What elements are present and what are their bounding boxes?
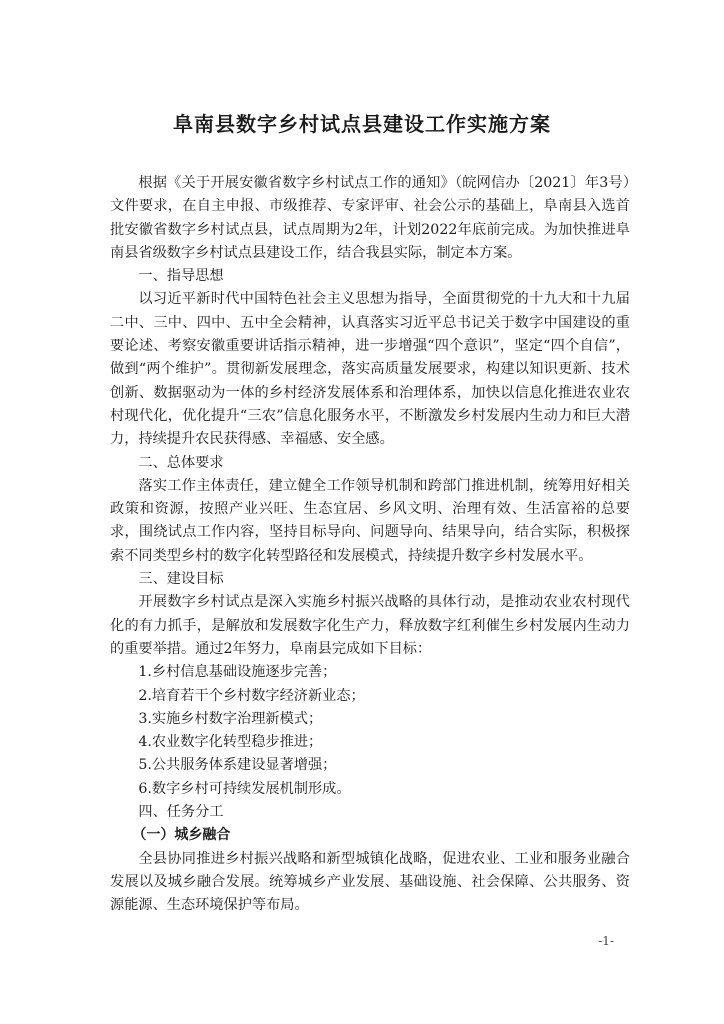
goal-list-item: 5.公共服务体系建设显著增强； [138,757,337,774]
section-heading-general-requirements: 二、总体要求 [138,454,224,471]
construction-goals-paragraph: 开展数字乡村试点是深入实施乡村振兴战略的具体行动，是推动农业农村现代化的有力抓手，是解放和发展数字化生产力，释放数字红利催生乡村发展内生动力的重要举措。通过2年努力，阜南县完成如下目标： [110,594,630,657]
goal-list-item: 3.实施乡村数字治理新模式； [138,710,323,727]
guiding-ideology-paragraph: 以习近平新时代中国特色社会主义思想为指导，全面贯彻党的十九大和十九届二中、三中、四中、五中全会精神，认真落实习近平总书记关于数字中国建设的重要论述、考察安徽重要讲话指示精神，进一步增强“四个意识”，坚定“四个自信”，做到“两个维护”。贯彻新发展理念，落实高质量发展要求，构建以知识更新、技术创新、数据驱动为一体的乡村经济发展体系和治理体系，加快以信息化推进农业农村现代化，优化提升“三农”信息化服务水平，不断激发乡村发展内生动力和巨大潜力，持续提升农民获得感、幸福感、安全感。 [110,291,630,448]
goal-list-item: 4.农业数字化转型稳步推进； [138,734,323,751]
document-body [110,172,630,918]
section-heading-task-division: 四、任务分工 [138,804,224,821]
intro-paragraph: 根据《关于开展安徽省数字乡村试点工作的通知》（皖网信办〔2021〕年3号）文件要求，在自主申报、市级推荐、专家评审、社会公示的基础上，阜南县入选首批安徽省数字乡村试点县，试点周期为2年，计划2022年底前完成。为加快推进阜南县省级数字乡村试点县建设工作，结合我县实际，制定本方案。 [110,175,630,261]
section-heading-guiding-ideology: 一、指导思想 [138,268,224,285]
sub-heading-urban-rural-integration: （一）城乡融合 [132,827,231,844]
urban-rural-integration-paragraph: 全县协同推进乡村振兴战略和新型城镇化战略，促进农业、工业和服务业融合发展以及城乡融合发展。统筹城乡产业发展、基础设施、社会保障、公共服务、资源能源、生态环境保护等布局。 [110,850,630,914]
goal-list-item: 6.数字乡村可持续发展机制形成。 [138,780,351,797]
section-heading-construction-goals: 三、建设目标 [138,571,224,588]
goal-list-item: 1.乡村信息基础设施逐步完善； [138,664,337,681]
page-number: -1- [598,934,614,948]
document-title: 阜南县数字乡村试点县建设工作实施方案 [173,112,551,136]
general-requirements-paragraph: 落实工作主体责任，建立健全工作领导机制和跨部门推进机制，统筹用好相关政策和资源，按照产业兴旺、生态宜居、乡风文明、治理有效、生活富裕的总要求，围绕试点工作内容，坚持目标导向、问题导向、结果导向，结合实际，积极探索不同类型乡村的数字化转型路径和发展模式，持续提升数字乡村发展水平。 [110,477,630,564]
goal-list-item: 2.培育若干个乡村数字经济新业态； [138,687,365,704]
